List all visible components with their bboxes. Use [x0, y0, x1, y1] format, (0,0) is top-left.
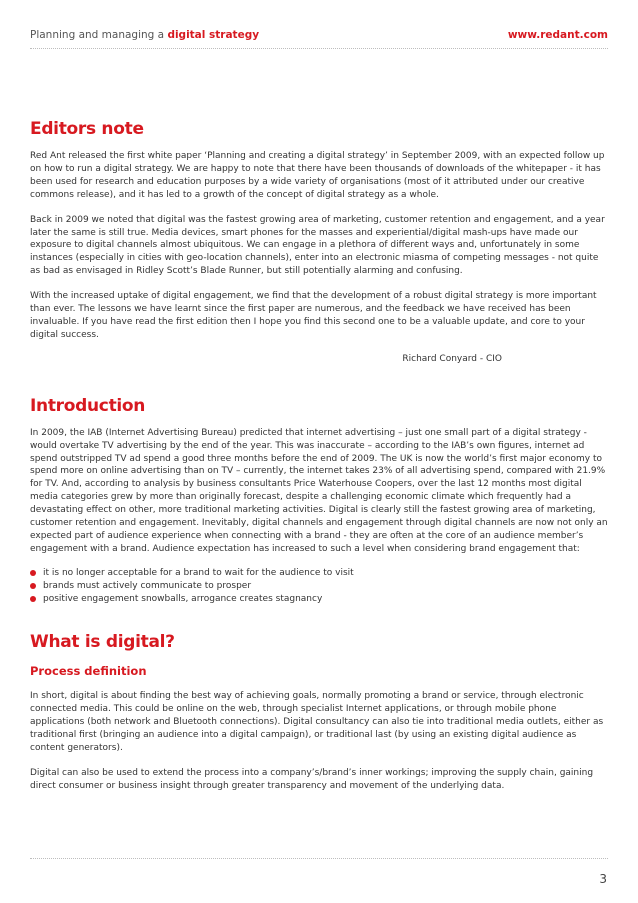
list-item [30, 580, 610, 593]
list-item [30, 567, 610, 580]
editors-note-signature: Richard Conyard - CIO [402, 353, 502, 364]
introduction-paragraph: In 2009, the IAB (Internet Advertising Bureau) predicted that internet advertising – just one small part of a digital strategy - would overtake TV advertising by the end of the year. This was inaccurate – according to the IAB’s own figures, internet ad spend outstripped TV ad spend a good three months before the end of 2009. The UK is now the world’s first major economy to spend more on online advertising than on TV – currently, the internet takes 23% of all advertising spend, compared with 21.9% for TV. And, according to analysis by business consultants Price Waterhouse Coopers, over the last 12 months most digital media categories grew by more than originally forecast, despite a challenging economic climate which frequently had a devastating effect on other, more traditional marketing activities. Digital is clearly still the fastest growing area of marketing, customer retention and engagement. Inevitably, digital channels and engagement through digital channels are now not only an expected part of audience experience when connecting with a brand - they are often at the core of an audience member’s engagement with a brand. Audience expectation has increased to such a level when considering brand engagement that: [30, 427, 608, 554]
header-title-bold: digital strategy [167, 29, 260, 41]
what-is-digital-paragraph-1: In short, digital is about finding the best way of achieving goals, normally promoting a brand or service, through electronic connected media. This could be online on the web, through specialist Internet applications, or through mobile phone applications (both network and Bluetooth connections). Digital consultancy can also tie into traditional media outlets, either as traditional first (bringing an audience into a digital campaign), or traditional last (by using an existing digital audience as content generators). [30, 691, 604, 754]
editors-note-paragraph-3: With the increased uptake of digital engagement, we find that the development of a robust digital strategy is more important than ever. The lessons we have learnt since the first paper are numerous, and the feedback we have received has been invaluable. If you have read the first edition then I hope you find this second one to be a valuable update, and core to your digital success. [30, 291, 597, 340]
editors-note-paragraph-2: Back in 2009 we noted that digital was the fastest growing area of marketing, customer retention and engagement, and a year later the same is still true. Media devices, smart phones for the masses and experiential/digital mash-ups have made our exposure to digital channels almost ubiquitous. We can engage in a plethora of different ways and, unfortunately in some instances (especially in cities with geo-location channels), enter into an electronic miasma of competing messages - not quite as bad as envisaged in Ridley Scott’s Blade Runner, but still potentially alarming and confusing. [30, 214, 605, 277]
list-item-text: positive engagement snowballs, arrogance creates stagnancy [43, 593, 323, 604]
introduction-bullet-list [30, 567, 610, 606]
list-item [30, 593, 610, 606]
list-item-text: brands must actively communicate to prosper [43, 580, 252, 591]
bullet-dot-icon [30, 583, 36, 589]
bullet-dot-icon [30, 570, 36, 576]
editors-note-paragraph-1: Red Ant released the first white paper ‘Planning and creating a digital strategy’ in September 2009, with an expected follow up on how to run a digital strategy. We are happy to note that there have been thousands of downloads of the whitepaper - it has been used for research and education purposes by a wide variety of organisations (most of it attributed under our creative commons release), and it has led to a growth of the concept of digital strategy as a whole. [30, 151, 605, 200]
header-url-link[interactable]: www.redant.com [507, 29, 608, 41]
header-title [30, 29, 259, 41]
list-item-text: it is no longer acceptable for a brand to wait for the audience to visit [43, 567, 354, 578]
page-number: 3 [599, 872, 607, 886]
what-is-digital-heading: What is digital? [30, 632, 175, 653]
footer-divider [30, 858, 608, 859]
introduction-heading: Introduction [30, 395, 146, 416]
process-definition-subheading: Process definition [30, 664, 147, 679]
header-divider [30, 48, 608, 49]
page-content [30, 118, 610, 793]
header-title-plain: Planning and managing a [30, 29, 168, 41]
editors-note-heading: Editors note [30, 119, 144, 139]
what-is-digital-paragraph-2: Digital can also be used to extend the process into a company’s/brand’s inner workings; improving the supply chain, gaining direct consumer or business insight through greater transparency and movement of the underlying data. [30, 768, 594, 791]
page-header [30, 29, 608, 41]
bullet-dot-icon [30, 596, 36, 602]
